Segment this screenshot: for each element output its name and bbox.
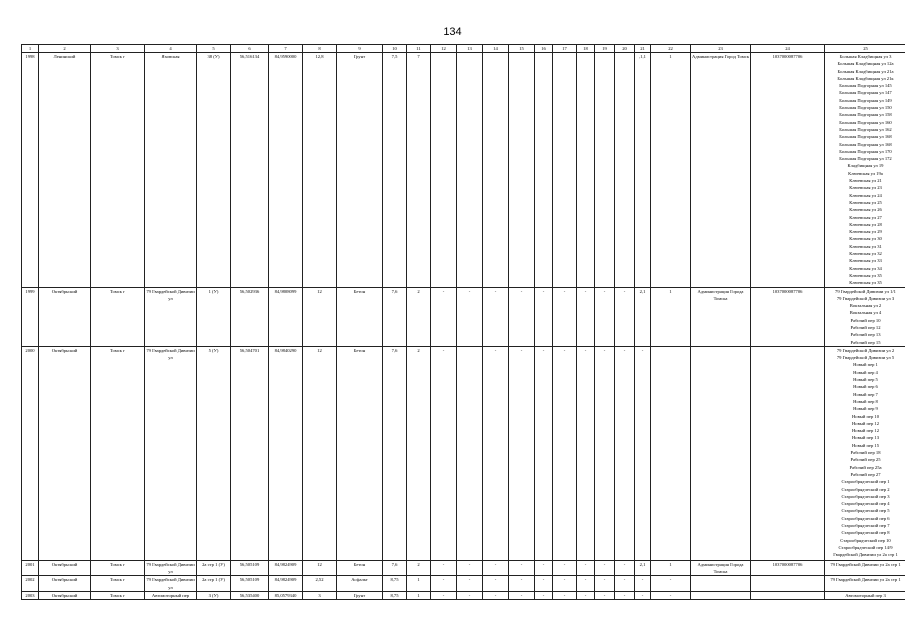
table-cell: 2,52 [303, 576, 337, 592]
address-item: Большая Подгорная ул 168 [839, 141, 892, 147]
table-cell: ,1,1 [635, 53, 651, 288]
table-cell: Администрация Города Томска [691, 287, 751, 346]
address-item: Рабочий пер 13 [850, 332, 881, 338]
column-header: 16 [535, 45, 553, 53]
table-cell: 56,504701 [231, 346, 269, 560]
table-cell: 3 (У) [197, 592, 231, 600]
table-cell: - [615, 592, 635, 600]
table-cell: 2а стр 1 (У) [197, 576, 231, 592]
column-header: 12 [431, 45, 457, 53]
address-item: Новый пер 15 [851, 442, 879, 448]
column-header: 9 [337, 45, 383, 53]
table-row [22, 287, 905, 346]
table-cell: 1 [407, 576, 431, 592]
table-cell: 84,9840290 [269, 346, 303, 560]
table-cell: - [483, 346, 509, 560]
table-cell: Томск г [91, 346, 145, 560]
table-cell: 38 (У) [197, 53, 231, 288]
table-cell [553, 53, 577, 288]
address-item: Клюевская ул 35 [849, 280, 882, 286]
address-item: Клюевская ул 21 [849, 178, 882, 184]
table-cell: Томск г [91, 560, 145, 576]
table-cell: Администрация Город Томск [691, 53, 751, 288]
table-cell: - [483, 560, 509, 576]
table-cell: - [535, 346, 553, 560]
table-row [22, 346, 905, 560]
table-cell: Бетон [337, 287, 383, 346]
table-cell: Октябрьский [39, 560, 91, 576]
address-item: Клюевская ул 35 [849, 272, 882, 278]
address-item: Большая Подгорная ул 147 [839, 90, 892, 96]
table-cell: - [577, 592, 595, 600]
column-header: 5 [197, 45, 231, 53]
table-cell: 79 Гвардейской Дивизии ул [145, 346, 197, 560]
table-cell: 12,8 [303, 53, 337, 288]
table-cell: - [509, 346, 535, 560]
table-cell: 1037000087706 [751, 53, 825, 288]
table-cell: - [615, 346, 635, 560]
table-cell: - [431, 560, 457, 576]
address-item: Старообрядческий пер 5 [841, 508, 890, 514]
table-cell: - [483, 592, 509, 600]
column-header: 24 [751, 45, 825, 53]
table-cell: - [577, 287, 595, 346]
address-item: Клюевская ул 30 [849, 236, 882, 242]
table-cell: - [457, 287, 483, 346]
table-cell: - [635, 592, 651, 600]
table-cell: 1 [651, 560, 691, 576]
address-item: 79 Гвардейской Дивизии ул 5 [836, 355, 895, 361]
table-cell: - [509, 287, 535, 346]
table-cell: 56,505109 [231, 560, 269, 576]
table-cell: 1037000087706 [751, 560, 825, 576]
table-cell: 56,505109 [231, 576, 269, 592]
address-item: Клюевская ул 19а [848, 170, 883, 176]
table-cell: Ленинский [39, 53, 91, 288]
column-header: 6 [231, 45, 269, 53]
address-item: Большая Подгорная ул 150 [839, 105, 892, 111]
column-header: 11 [407, 45, 431, 53]
table-cell: - [651, 576, 691, 592]
table-cell: Яховская [145, 53, 197, 288]
table-cell: - [553, 287, 577, 346]
table-cell: 7,6 [383, 287, 407, 346]
address-item: Рабочий пер 25а [849, 464, 882, 470]
table-cell: 56,516134 [231, 53, 269, 288]
address-item: Большая Подгорная ул 160 [839, 119, 892, 125]
table-cell: 85,0579340 [269, 592, 303, 600]
table-cell: 79 Гвардейской Дивизии ул [145, 287, 197, 346]
table-cell: - [457, 592, 483, 600]
address-item: Старообрядческий пер 2 [841, 486, 890, 492]
table-cell: 2002 [22, 576, 39, 592]
table-cell: 1 [651, 53, 691, 288]
table-cell: 5 (У) [197, 346, 231, 560]
table-cell: Томск г [91, 592, 145, 600]
address-item: Новый пер 5 [853, 377, 878, 383]
address-item: Старообрядческий пер 14/9 [838, 544, 893, 550]
table-cell: - [595, 592, 615, 600]
address-item: Новый пер 7 [853, 391, 878, 397]
address-item: Клюевская ул 33 [849, 258, 882, 264]
column-header: 21 [635, 45, 651, 53]
table-cell: 1037000087706 [751, 287, 825, 346]
table-cell: - [535, 576, 553, 592]
table-cell [509, 53, 535, 288]
table-cell [577, 53, 595, 288]
table-cell: 2 [407, 287, 431, 346]
address-item: Старообрядческий пер 4 [841, 501, 890, 507]
table-cell: - [457, 560, 483, 576]
table-cell: 1999 [22, 287, 39, 346]
address-item: Клюевская ул 23 [849, 185, 882, 191]
address-item: Клюевская ул 27 [849, 214, 882, 220]
table-cell: - [483, 287, 509, 346]
column-header: 3 [91, 45, 145, 53]
address-item: Новый пер 12 [851, 428, 879, 434]
table-cell: Октябрьский [39, 576, 91, 592]
address-item: Большая Подгорная ул 162 [839, 126, 892, 132]
table-cell: - [483, 576, 509, 592]
table-body [22, 45, 905, 600]
table-cell: 12 [303, 346, 337, 560]
table-cell: - [635, 576, 651, 592]
address-list-cell [825, 576, 905, 592]
table-cell: - [577, 576, 595, 592]
table-cell: 7,6 [383, 346, 407, 560]
table-cell: 79 Гвардейской Дивизии ул [146, 561, 195, 575]
column-header: 1 [22, 45, 39, 53]
column-header: 7 [269, 45, 303, 53]
table-cell: - [635, 346, 651, 560]
table-row [22, 560, 905, 576]
address-list-cell [825, 346, 905, 560]
table-cell: 12 [303, 287, 337, 346]
table-cell: - [615, 287, 635, 346]
address-item: Новый пер 12 [851, 420, 879, 426]
address-item: Большая Кладбищная ул 3 [839, 54, 892, 59]
column-header: 19 [595, 45, 615, 53]
address-item: Старообрядческий пер 10 [840, 537, 891, 543]
register-table [21, 44, 905, 600]
table-cell: 56,502936 [231, 287, 269, 346]
table-cell: - [553, 346, 577, 560]
table-cell: 2003 [22, 592, 39, 600]
table-cell: 1 (У) [197, 287, 231, 346]
address-item: Большая Подгорная ул 168 [839, 134, 892, 140]
table-cell [615, 53, 635, 288]
address-item: Большая Подгорная ул 149 [839, 97, 892, 103]
address-item: Новый пер 6 [853, 384, 878, 390]
table-cell: 84,9808099 [269, 287, 303, 346]
table-cell: 7,6 [383, 560, 407, 576]
table-cell: 79 Гвардейской Дивизии ул [146, 577, 195, 590]
address-item: Рабочий пер 12 [850, 324, 881, 330]
address-item: Новый пер 10 [851, 413, 879, 419]
table-cell: - [535, 592, 553, 600]
table-cell: - [577, 346, 595, 560]
table-cell: 2 [407, 560, 431, 576]
column-header: 15 [509, 45, 535, 53]
address-item: Новый пер 13 [851, 435, 879, 441]
table-cell: - [457, 576, 483, 592]
address-item: Новый пер 1 [853, 362, 878, 368]
address-item: 79 Гвардейской Дивизии ул 1/1 [835, 288, 896, 294]
table-cell: - [595, 287, 615, 346]
address-item: Старообрядческий пер 3 [841, 493, 890, 499]
address-item: Клюевская ул 26 [849, 207, 882, 213]
table-cell: - [577, 560, 595, 576]
table-cell [651, 346, 691, 560]
table-cell: - [595, 346, 615, 560]
address-item: Рабочий пер 25 [850, 457, 881, 463]
column-header: 14 [483, 45, 509, 53]
table-cell: - [615, 576, 635, 592]
table-cell [691, 346, 751, 560]
table-cell [457, 346, 483, 560]
address-list-cell [825, 592, 905, 600]
table-cell: 2а стр 1 (У) [197, 560, 231, 576]
table-cell: Томск г [91, 53, 145, 288]
table-cell: 12 [303, 560, 337, 576]
table-cell: 56,535400 [231, 592, 269, 600]
table-cell: 84,9590000 [269, 53, 303, 288]
table-cell: Октябрьский [39, 592, 91, 600]
address-item: Кладбищная ул 19 [847, 163, 884, 169]
column-header: 4 [145, 45, 197, 53]
table-cell [483, 53, 509, 288]
table-cell: Администрация Города Томска [691, 560, 751, 576]
column-header: 8 [303, 45, 337, 53]
table-cell: - [509, 592, 535, 600]
address-item: Вокзальная ул 4 [849, 310, 882, 316]
table-cell: 1 [407, 592, 431, 600]
table-cell: 2,1 [635, 560, 651, 576]
table-cell: - [431, 592, 457, 600]
table-cell [751, 592, 825, 600]
address-item: 79 Гвардейской Дивизии ул 2а стр 1 [830, 561, 901, 567]
table-cell: Асфальт [337, 576, 383, 592]
table-cell: 7 [407, 53, 431, 288]
table-cell: - [431, 576, 457, 592]
table-cell: - [615, 560, 635, 576]
address-list-cell [825, 287, 905, 346]
table-cell: - [553, 576, 577, 592]
address-list-cell [825, 560, 905, 576]
address-item: Большая Кладбищная ул 21к [837, 75, 894, 81]
address-item: Рабочий пер 27 [850, 471, 881, 477]
table-cell: - [595, 576, 615, 592]
address-list-cell [825, 53, 905, 288]
table-cell: Автомоторный пер [145, 592, 197, 600]
address-item: 79 Гвардейской Дивизии ул 2а стр 1 [830, 577, 901, 583]
table-cell: 8,75 [383, 592, 407, 600]
address-item: Большая Подгорная ул 158 [839, 112, 892, 118]
column-header: 17 [553, 45, 577, 53]
table-cell: - [595, 560, 615, 576]
column-header: 18 [577, 45, 595, 53]
table-row [22, 53, 905, 288]
table-cell: Октябрьский [39, 287, 91, 346]
table-cell: - [509, 576, 535, 592]
table-row [22, 576, 905, 592]
table-cell: 3 [303, 592, 337, 600]
table-cell: 2001 [22, 560, 39, 576]
table-cell: 84,9824909 [269, 560, 303, 576]
page-number: 134 [443, 26, 462, 38]
table-cell: 2 [407, 346, 431, 560]
address-item: Клюевская ул 29 [849, 229, 882, 235]
table-cell: Томск г [91, 576, 145, 592]
address-item: Старообрядческий пер 1 [841, 479, 890, 485]
table-cell: Грунт [337, 592, 383, 600]
column-header: 23 [691, 45, 751, 53]
address-item: Клюевская ул 28 [849, 221, 882, 227]
address-item: Рабочий пер 18 [850, 450, 881, 456]
table-cell [431, 53, 457, 288]
table-cell: 84,9824909 [269, 576, 303, 592]
table-cell: 8,75 [383, 576, 407, 592]
address-item: Клюевская ул 25 [849, 199, 882, 205]
address-item: 79 Гвардейской Дивизии ул 3 [836, 295, 895, 301]
column-header: 10 [383, 45, 407, 53]
table-cell: - [431, 287, 457, 346]
table-cell: - [553, 560, 577, 576]
table-cell: - [431, 346, 457, 560]
address-item: Рабочий пер 10 [850, 317, 881, 323]
address-item: Новый пер 9 [853, 406, 878, 412]
column-header: 20 [615, 45, 635, 53]
address-item: Рабочий пер 15 [850, 339, 881, 345]
column-header: 22 [651, 45, 691, 53]
address-item: Гвардейской Дивизии ул 2а стр 1 [833, 552, 898, 558]
address-item: Большая Кладбищная ул 12а [837, 61, 894, 67]
table-cell: Грунт [337, 53, 383, 288]
address-item: Клюевская ул 34 [849, 265, 882, 271]
column-header: 25 [825, 45, 905, 53]
table-cell: - [535, 287, 553, 346]
table-cell [457, 53, 483, 288]
column-header: 13 [457, 45, 483, 53]
column-header: 2 [39, 45, 91, 53]
table-cell: Октябрьский [39, 346, 91, 560]
address-item: Клюевская ул 24 [849, 192, 882, 198]
table-cell: - [651, 592, 691, 600]
table-cell: 1 [651, 287, 691, 346]
table-cell [751, 346, 825, 560]
table-cell [751, 576, 825, 592]
table-cell: Бетон [337, 560, 383, 576]
address-item: Новый пер 4 [853, 369, 878, 375]
address-item: Вокзальная ул 2 [849, 303, 882, 309]
address-item: Большая Подгорная ул 145 [839, 83, 892, 89]
table-cell: 2000 [22, 346, 39, 560]
address-item: Большая Подгорная ул 172 [839, 156, 892, 162]
table-cell [691, 576, 751, 592]
table-row [22, 592, 905, 600]
table-cell: 1998 [22, 53, 39, 288]
address-item: Старообрядческий пер 7 [841, 523, 890, 528]
address-item: Старообрядческий пер 6 [841, 515, 890, 521]
address-item: Клюевская ул 32 [849, 251, 882, 257]
table-cell [535, 53, 553, 288]
address-item: Старообрядческий пер 8 [841, 530, 890, 536]
address-item: Клюевская ул 31 [849, 243, 882, 249]
table-cell [595, 53, 615, 288]
table-cell [691, 592, 751, 600]
table-cell: - [553, 592, 577, 600]
address-item: Большая Кладбищная ул 21а [837, 68, 894, 74]
table-cell: 7,5 [383, 53, 407, 288]
address-item: 79 Гвардейской Дивизии ул 2 [836, 347, 895, 353]
table-cell: 2,1 [635, 287, 651, 346]
column-header-row [22, 45, 905, 53]
address-item: Большая Подгорная ул 170 [839, 148, 892, 154]
address-item: Новый пер 8 [853, 398, 878, 404]
address-item: Автомоторный пер 3 [845, 593, 886, 599]
table-cell: - [509, 560, 535, 576]
table-cell: Томск г [91, 287, 145, 346]
table-cell: Бетон [337, 346, 383, 560]
table-cell: - [535, 560, 553, 576]
